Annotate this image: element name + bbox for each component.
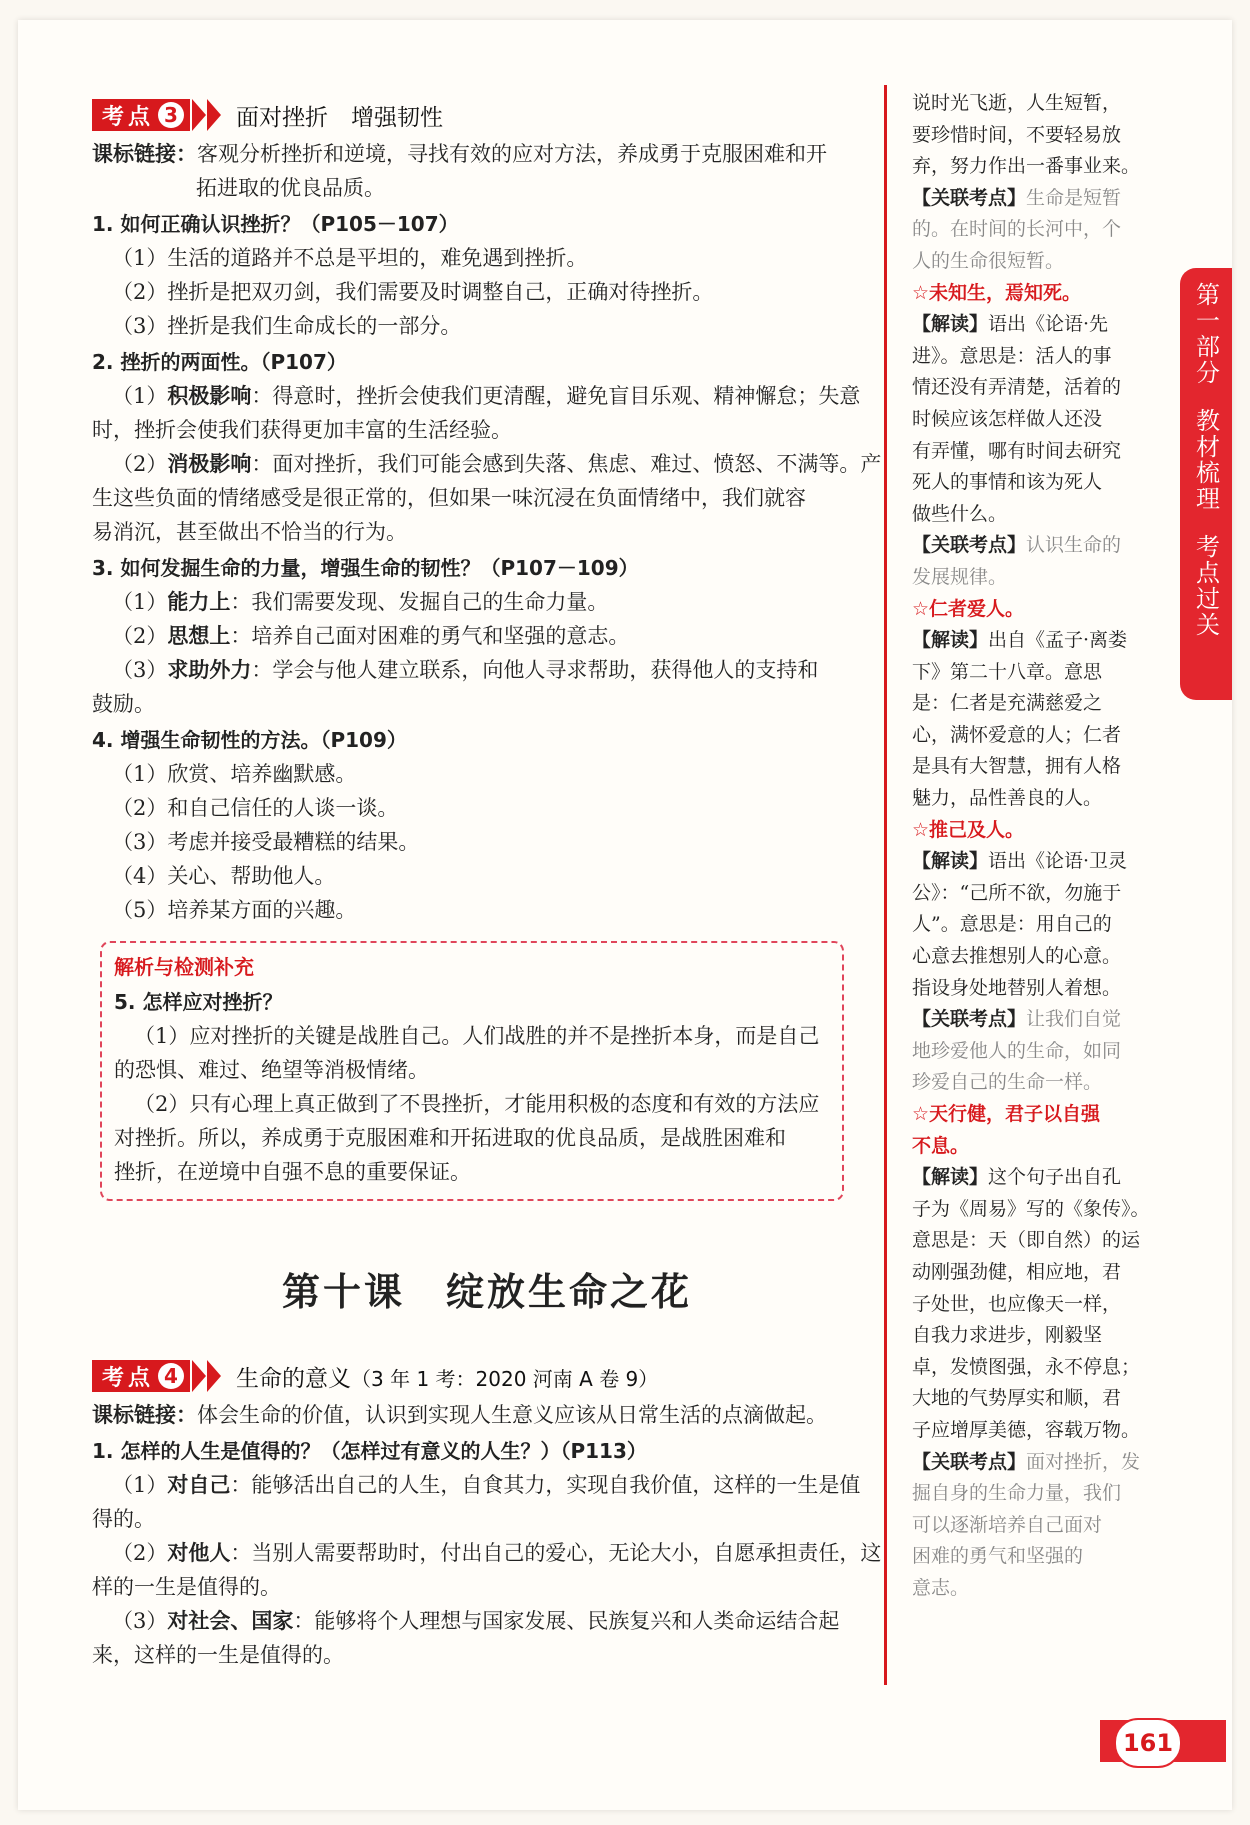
interpretation [912,309,1162,341]
answer-text: ：得意时，挫折会使我们更清醒，避免盲目乐观、精神懈怠；失意 [251,384,861,408]
interpretation-label: 【解读】 [912,629,989,652]
answer-continuation: 生这些负面的情绪感受是很正常的，但如果一味沉浸在负面情绪中，我们就容 [92,486,806,510]
answer-text: ：面对挫折，我们可能会感到失落、焦虑、难过、愤怒、不满等。产 [251,452,882,476]
kaodian-badge-label: 考点 [102,104,155,130]
answer-item: （2）挫折是把双刃剑，我们需要及时调整自己，正确对待挫折。 [112,280,714,304]
related-label: 【关联考点】 [912,1008,1027,1031]
question-heading: 5. 怎样应对挫折？ [114,990,283,1014]
kaodian-4-header [92,1356,882,1396]
side-line: 掘自身的生命力量，我们 [912,1482,1122,1505]
side-line: 意思是：天（即自然）的运 [912,1229,1141,1252]
kaodian-badge-label: 考点 [102,1365,155,1391]
answer-text: ：我们需要发现、发掘自己的生命力量。 [230,590,609,614]
answer-item [92,1468,882,1502]
side-line: 公》：“己所不欲，勿施于 [912,881,1122,904]
standard-text-line1: 客观分析挫折和逆境，寻找有效的应对方法，养成勇于克服困难和开 [197,142,827,166]
side-line: 的。在时间的长河中，个 [912,218,1122,241]
standard-label: 课标链接： [92,1403,197,1427]
supplement-title: 解析与检测补充 [114,955,254,979]
quote-heading: ☆推己及人。 [912,818,1025,841]
section-tab [1180,268,1232,700]
question-heading: 2. 挫折的两面性。（P107） [92,350,347,374]
curriculum-standard [92,1398,882,1432]
side-line: 魅力，品性善良的人。 [912,787,1103,810]
answer-item [92,1604,882,1638]
answer-item: （1）生活的道路并不总是平坦的，难免遇到挫折。 [112,246,588,270]
supplement-box [100,941,844,1201]
kaodian-badge [92,1360,190,1392]
answer-item [92,619,882,653]
answer-item [92,447,882,481]
answer-continuation: 时，挫折会使我们获得更加丰富的生活经验。 [92,418,512,442]
item-number: （2） [112,1541,168,1565]
side-line: 动刚强劲健，相应地，君 [912,1260,1122,1283]
side-line: 是具有大智慧，拥有人格 [912,755,1122,778]
kaodian-title: 面对挫折 增强韧性 [236,104,444,131]
kaodian-3-header [92,95,882,135]
answer-item: （1）应对挫折的关键是战胜自己。人们战胜的并不是挫折本身，而是自己 [134,1024,820,1048]
interpretation-label: 【解读】 [912,313,989,336]
side-line: 地珍爱他人的生命，如同 [912,1039,1122,1062]
answer-item [92,585,882,619]
side-line: 做些什么。 [912,502,1008,525]
interpretation [912,846,1162,878]
main-column [92,95,882,1672]
item-number: （1） [112,384,168,408]
side-line: 心，满怀爱意的人；仁者 [912,723,1122,746]
side-line: 珍爱自己的生命一样。 [912,1071,1103,1094]
answer-label: 消极影响 [167,452,252,476]
related-label: 【关联考点】 [912,534,1027,557]
interpretation-text: 出自《孟子·离娄 [988,629,1128,652]
standard-text-line2: 拓进取的优良品质。 [196,176,385,200]
page-number-badge [1100,1712,1226,1770]
answer-continuation: 对挫折。所以，养成勇于克服困难和开拓进取的优良品质，是战胜困难和 [114,1126,786,1150]
related-text: 认识生命的 [1026,534,1122,557]
kaodian-title-text: 生命的意义 [236,1365,352,1392]
question-heading: 1. 如何正确认识挫折？（P105－107） [92,212,459,236]
item-number: （3） [112,1609,168,1633]
side-line: 有弄懂，哪有时间去研究 [912,439,1122,462]
answer-continuation: 挫折，在逆境中自强不息的重要保证。 [114,1160,471,1184]
kaodian-title-note: （3 年 1 考：2020 河南 A 卷 9） [351,1366,659,1391]
interpretation-text: 语出《论语·先 [988,313,1109,336]
side-line: 说时光飞逝，人生短暂， [912,92,1122,114]
related-label: 【关联考点】 [912,1450,1027,1473]
item-number: （1） [112,1473,168,1497]
interpretation-label: 【解读】 [912,1166,989,1189]
answer-continuation: 得的。 [92,1507,155,1531]
side-line: 是：仁者是充满慈爱之 [912,692,1103,715]
question-heading: 4. 增强生命韧性的方法。（P109） [92,728,407,752]
curriculum-standard [92,137,882,205]
interpretation-text: 语出《论语·卫灵 [988,850,1128,873]
item-number: （1） [112,590,168,614]
answer-item: （2）只有心理上真正做到了不畏挫折，才能用积极的态度和有效的方法应 [134,1092,820,1116]
side-line: 指设身处地替别人着想。 [912,976,1122,999]
answer-item: （2）和自己信任的人谈一谈。 [112,796,399,820]
page-number: 161 [1114,1718,1182,1768]
answer-label: 求助外力 [167,658,252,682]
quote-heading: 不息。 [912,1134,970,1157]
quote-heading: ☆仁者爱人。 [912,597,1025,620]
sidebar-notes [912,88,1162,1605]
side-line: 子应增厚美德，容载万物。 [912,1418,1141,1441]
kaodian-number: 4 [158,1363,184,1389]
answer-label: 能力上 [167,590,231,614]
related-text: 面对挫折，发 [1026,1450,1141,1473]
answer-item: （4）关心、帮助他人。 [112,864,336,888]
item-number: （3） [112,658,168,682]
tab-exam-points: 考点过关 [1191,534,1220,638]
quote-heading: ☆未知生，焉知死。 [912,281,1082,304]
question-heading: 1. 怎样的人生是值得的？（怎样过有意义的人生？）（P113） [92,1439,647,1463]
side-line: 自我力求进步，刚毅坚 [912,1324,1103,1347]
answer-item: （5）培养某方面的兴趣。 [112,898,357,922]
side-line: 困难的勇气和坚强的 [912,1545,1084,1568]
side-line: 卓，发愤图强，永不停息； [912,1355,1141,1378]
side-line: 可以逐渐培养自己面对 [912,1513,1103,1536]
related-text: 让我们自觉 [1026,1008,1122,1031]
side-line: 子为《周易》写的《象传》。 [912,1197,1150,1220]
related-text: 生命是短暂 [1026,186,1122,209]
interpretation-label: 【解读】 [912,850,989,873]
side-line: 心意去推想别人的心意。 [912,945,1122,968]
interpretation-text: 这个句子出自孔 [988,1166,1122,1189]
interpretation [912,625,1162,657]
side-line: 人”。意思是：用自己的 [912,913,1112,936]
answer-label: 对他人 [167,1541,231,1565]
standard-text: 体会生命的价值，认识到实现人生意义应该从日常生活的点滴做起。 [197,1403,827,1427]
side-line: 弃，努力作出一番事业来。 [912,155,1141,178]
related-point [912,1004,1162,1036]
side-line: 死人的事情和该为死人 [912,471,1103,494]
answer-item: （1）欣赏、培养幽默感。 [112,762,357,786]
side-line: 要珍惜时间，不要轻易放 [912,123,1122,146]
answer-text: ：当别人需要帮助时，付出自己的爱心，无论大小，自愿承担责任，这 [230,1541,882,1565]
answer-continuation: 来，这样的一生是值得的。 [92,1643,344,1667]
item-number: （2） [112,452,168,476]
interpretation [912,1162,1162,1194]
kaodian-number: 3 [158,102,184,128]
tab-part: 第一部分 [1191,282,1220,386]
double-arrow-icon [192,1360,222,1392]
side-line: 子处世，也应像天一样， [912,1292,1122,1315]
question-heading: 3. 如何发掘生命的力量，增强生命的韧性？（P107－109） [92,556,639,580]
column-divider [884,85,887,1685]
quote-heading: ☆天行健，君子以自强 [912,1103,1101,1125]
side-line: 时候应该怎样做人还没 [912,407,1103,430]
answer-label: 积极影响 [167,384,252,408]
side-line: 人的生命很短暂。 [912,249,1065,272]
related-point [912,1447,1162,1479]
tab-textbook: 教材梳理 [1191,408,1220,512]
side-line: 大地的气势厚实和顺，君 [912,1387,1122,1410]
side-line: 意志。 [912,1576,970,1599]
kaodian-title [236,1360,658,1393]
side-line: 下》第二十八章。意思 [912,660,1103,683]
answer-label: 思想上 [167,624,231,648]
answer-item [92,379,882,413]
kaodian-badge [92,99,190,131]
answer-label: 对自己 [167,1473,231,1497]
answer-text: ：培养自己面对困难的勇气和坚强的意志。 [230,624,630,648]
answer-continuation: 的恐惧、难过、绝望等消极情绪。 [114,1058,429,1082]
answer-continuation: 易消沉，甚至做出不恰当的行为。 [92,520,407,544]
answer-item: （3）挫折是我们生命成长的一部分。 [112,314,462,338]
answer-text: ：能够将个人理想与国家发展、民族复兴和人类命运结合起 [293,1609,840,1633]
answer-text: ：学会与他人建立联系，向他人寻求帮助，获得他人的支持和 [251,658,819,682]
side-line: 发展规律。 [912,565,1008,588]
answer-label: 对社会、国家 [167,1609,294,1633]
answer-item [92,653,882,687]
item-number: （2） [112,624,168,648]
double-arrow-icon [192,99,222,131]
side-line: 情还没有弄清楚，活着的 [912,376,1122,399]
lesson-title: 第十课 绽放生命之花 [281,1269,692,1314]
side-line: 进》。意思是：活人的事 [912,344,1112,367]
answer-continuation: 鼓励。 [92,692,155,716]
standard-label: 课标链接： [92,142,197,166]
related-label: 【关联考点】 [912,186,1027,209]
answer-item [92,1536,882,1570]
answer-item: （3）考虑并接受最糟糕的结果。 [112,830,420,854]
related-point [912,183,1162,215]
answer-continuation: 样的一生是值得的。 [92,1575,281,1599]
answer-text: ：能够活出自己的人生，自食其力，实现自我价值，这样的一生是值 [230,1473,861,1497]
related-point [912,530,1162,562]
